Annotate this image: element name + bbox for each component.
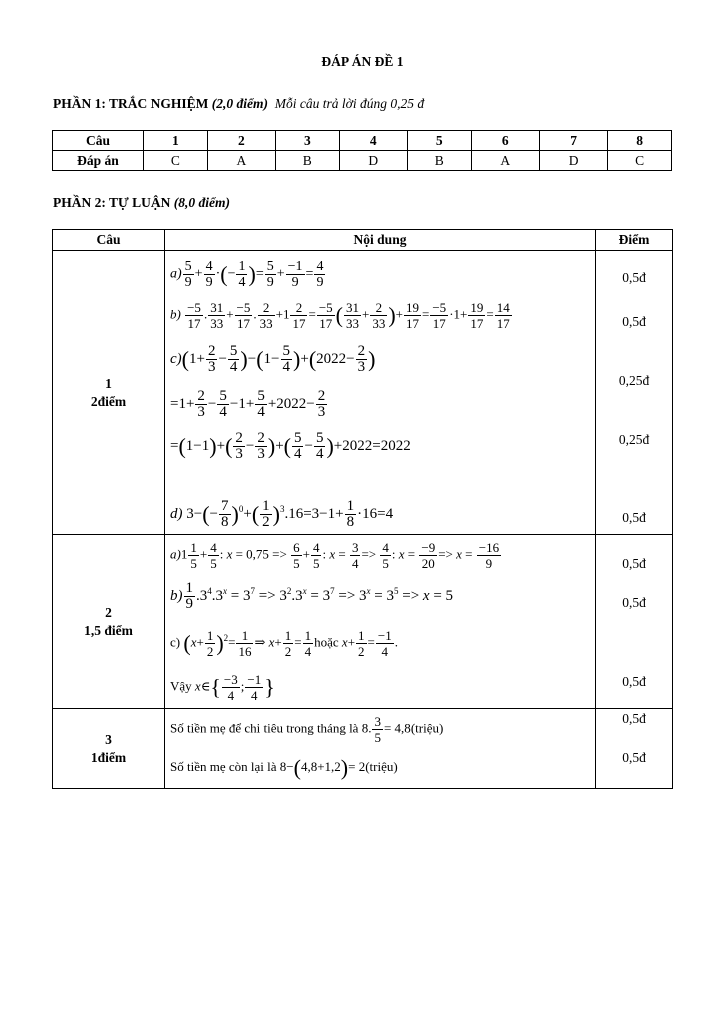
part1-heading: [53, 96, 424, 112]
question-number: 4: [339, 131, 407, 151]
answer-cell: B: [407, 151, 471, 171]
question-number: 6: [471, 131, 539, 151]
q1-scores: [596, 251, 673, 535]
answer-cell: C: [608, 151, 672, 171]
q1c-line3: =(1−1)+( $\frac{2}{3}$ − $\frac{2}{3}$ )+( $\frac{5}{4}$ − $\frac{5}{4}$ )+2022=2022: [170, 430, 411, 462]
part1-label: PHẦN 1: TRẮC NGHIỆM: [53, 96, 209, 111]
q3-line1-unit: (triệu): [410, 720, 444, 736]
q3-label: 3 1điểm: [53, 709, 165, 789]
q3-solution: [165, 709, 596, 789]
q1d-line: d) 3−(− $\frac{7}{8}$ )$^0$+( $\frac{1}{2}$ )$^3$.16=3−1+ $\frac{1}{8}$ ·16=4: [170, 498, 394, 530]
header-score: Điểm: [596, 230, 673, 251]
part2-label: PHẦN 2: TỰ LUẬN: [53, 195, 171, 210]
q1c-line1: c)(1+ $\frac{2}{3}$ − $\frac{5}{4}$ )−(1− $\frac{5}{4}$ )+(2022− $\frac{2}{3}$ ): [170, 343, 376, 375]
answer-key-header-answer: Đáp án: [53, 151, 144, 171]
q3-line2-text: Số tiền mẹ còn lại là: [170, 759, 277, 774]
q2b-line: b) $\frac{1}{9}$ $.3^4.3^x = 3^7 => 3^2.3^x = 3^7 => 3^x = 3^5 => x = 5$: [170, 580, 454, 612]
question-number: 5: [407, 131, 471, 151]
q2c-line: c) (x+ $\frac{1}{2}$ )$^2$= $\frac{1}{16}$ ⇒ x+ $\frac{1}{2}$ = $\frac{1}{4}$ hoặc x+ $\frac{1}{2}$ = $\frac{-1}{4}$ .: [170, 628, 398, 659]
question-number: 2: [207, 131, 275, 151]
page-title: ĐÁP ÁN ĐỀ 1: [321, 54, 404, 69]
q3-line2-unit: (triệu): [365, 759, 398, 774]
part1-points: (2,0 điểm): [211, 96, 269, 111]
answer-cell: A: [471, 151, 539, 171]
score: 0,25đ: [618, 432, 650, 447]
answer-cell: C: [144, 151, 208, 171]
q1-solution: [165, 251, 596, 535]
q2-scores: [596, 535, 673, 709]
score: 0,5đ: [622, 314, 646, 329]
answer-cell: D: [339, 151, 407, 171]
part1-note: Mỗi câu trả lời đúng 0,25 đ: [274, 96, 425, 111]
part2-heading: [53, 195, 230, 211]
score: 0,5đ: [622, 674, 646, 689]
q1-label: 1 2điểm: [53, 251, 165, 535]
score: 0,5đ: [622, 595, 646, 610]
answer-key-table: [52, 130, 672, 171]
q3-scores: [596, 709, 673, 789]
q1b-line: b) $\frac{-5}{17}$ . $\frac{31}{33}$ + $\frac{-5}{17}$ . $\frac{2}{33}$ +1 $\frac{2}{17}$ = $\frac{-5}{17}$ ( $\frac{31}{33}$ + $\frac{2}{33}$ )+ $\frac{19}{17}$ = $\frac{-5}{17}$ ·1+ $\frac{19}{17}$ = $\frac{14}{17}$: [170, 300, 510, 331]
part2-points: (8,0 điểm): [173, 195, 230, 210]
q2-solution: [165, 535, 596, 709]
score: 0,5đ: [622, 750, 646, 765]
header-question: Câu: [53, 230, 165, 251]
score: 0,5đ: [622, 270, 646, 285]
q2a-line: a)1 $\frac{1}{5}$ + $\frac{4}{5}$ : x = 0,75 => $\frac{6}{5}$ + $\frac{4}{5}$ : x = $\frac{3}{4}$ => $\frac{4}{5}$ : x = $\frac{-9}{20}$ => x = $\frac{-16}{9}$: [170, 540, 500, 571]
answer-key-header-question: Câu: [53, 131, 144, 151]
q3-line1-text: Số tiền mẹ để chi tiêu trong tháng là: [170, 720, 359, 736]
question-number: 1: [144, 131, 208, 151]
q1a-line: a) $\frac{5}{9}$ + $\frac{4}{9}$ ·(− $\frac{1}{4}$ )= $\frac{5}{9}$ + $\frac{-1}{9}$ = $\frac{4}{9}$: [170, 259, 324, 290]
essay-solution-table: [52, 229, 673, 789]
header-content: Nội dung: [165, 230, 596, 251]
score: 0,5đ: [622, 556, 646, 571]
q1c-line2: =1+ $\frac{2}{3}$ − $\frac{5}{4}$ −1+ $\frac{5}{4}$ +2022− $\frac{2}{3}$: [170, 388, 326, 420]
q3-line2: Số tiền mẹ còn lại là 8−(4,8+1,2)= 2(triệu): [170, 755, 398, 781]
score: 0,25đ: [618, 373, 650, 388]
question-number: 8: [608, 131, 672, 151]
score: 0,5đ: [622, 510, 646, 525]
q2-or-text: hoặc: [314, 634, 339, 650]
answer-cell: A: [207, 151, 275, 171]
question-number: 3: [275, 131, 339, 151]
q2-therefore-text: Vậy: [170, 678, 192, 694]
answer-cell: D: [539, 151, 607, 171]
question-number: 7: [539, 131, 607, 151]
score: 0,5đ: [622, 711, 646, 726]
answer-cell: B: [275, 151, 339, 171]
q2-label: 2 1,5 điểm: [53, 535, 165, 709]
q3-line1: Số tiền mẹ để chi tiêu trong tháng là 8. $\frac{3}{5}$ = 4,8(triệu): [170, 714, 444, 745]
q2-conclusion: Vậy x∈{ $\frac{-3}{4}$ ; $\frac{-1}{4}$ }: [170, 672, 275, 703]
